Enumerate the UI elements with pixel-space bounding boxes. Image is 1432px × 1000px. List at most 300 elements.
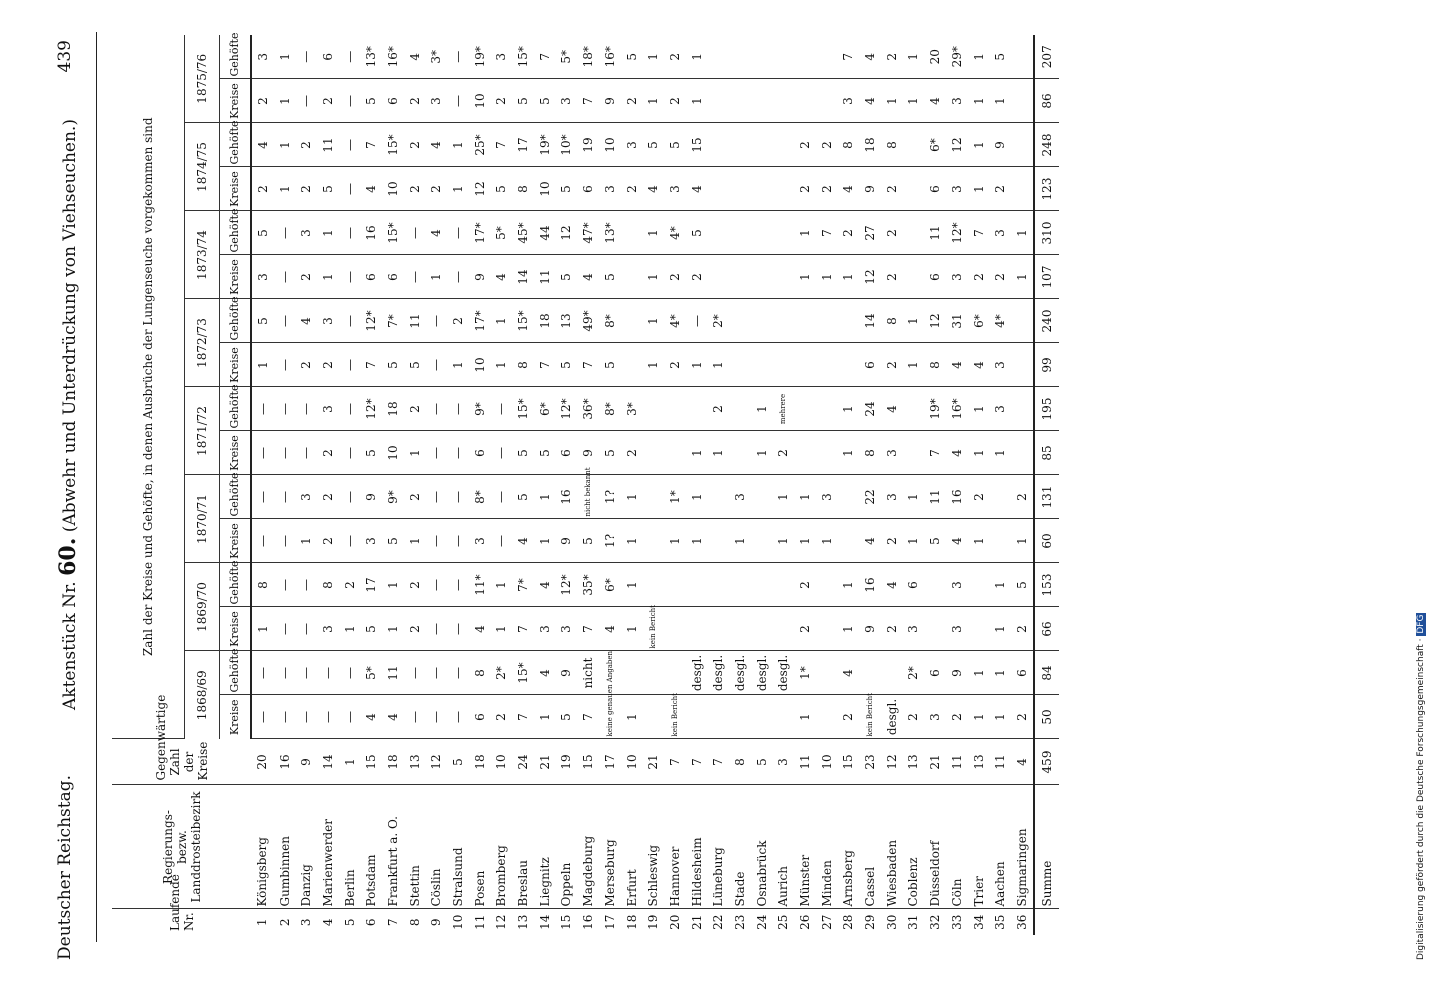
row-value: 1 bbox=[989, 563, 1011, 607]
col-kreise-header: Gegenwärtige Zahl der Kreise bbox=[112, 739, 251, 785]
row-value: 1 bbox=[447, 167, 469, 211]
row-value: 9* bbox=[469, 387, 491, 431]
row-kreise-count: 21 bbox=[534, 739, 556, 785]
row-value: — bbox=[295, 695, 317, 739]
row-value: 3 bbox=[251, 255, 274, 299]
row-value bbox=[924, 607, 946, 651]
row-value: 5 bbox=[382, 519, 404, 563]
row-value: 4 bbox=[599, 607, 621, 651]
row-value: 3 bbox=[729, 475, 751, 519]
row-value: 11 bbox=[382, 651, 404, 695]
row-number: 31 bbox=[906, 914, 921, 930]
row-value: — bbox=[491, 431, 513, 475]
row-value bbox=[794, 387, 816, 431]
row-value bbox=[794, 299, 816, 343]
row-value: 4 bbox=[859, 79, 881, 123]
dfg-credit bbox=[1416, 60, 1426, 960]
table-row bbox=[447, 35, 469, 935]
row-value: 9 bbox=[556, 519, 578, 563]
row-value: — bbox=[447, 607, 469, 651]
row-value: 4 bbox=[426, 123, 448, 167]
row-value: 47* bbox=[577, 211, 599, 255]
row-value bbox=[729, 35, 751, 79]
row-value: 7 bbox=[512, 695, 534, 739]
row-value bbox=[642, 519, 664, 563]
row-value: 4 bbox=[360, 695, 382, 739]
row-kreise-count: 4 bbox=[1011, 739, 1034, 785]
row-value: 4 bbox=[469, 607, 491, 651]
row-value: 1 bbox=[838, 431, 860, 475]
row-value: 1 bbox=[274, 123, 296, 167]
row-value: 1 bbox=[274, 35, 296, 79]
row-value: 2 bbox=[707, 387, 729, 431]
row-value bbox=[686, 695, 708, 739]
row-value: desgl. bbox=[729, 651, 751, 695]
sub-header-gehoefte: Gehöfte bbox=[220, 299, 252, 343]
table-row bbox=[946, 35, 968, 935]
row-value: 6 bbox=[903, 563, 925, 607]
row-value bbox=[686, 387, 708, 431]
row-value: 9 bbox=[946, 651, 968, 695]
row-value: 1 bbox=[404, 431, 426, 475]
row-value: 4 bbox=[946, 431, 968, 475]
row-value: 1 bbox=[838, 607, 860, 651]
table-row bbox=[751, 35, 773, 935]
row-value: — bbox=[426, 387, 448, 431]
row-value bbox=[642, 563, 664, 607]
row-value bbox=[664, 431, 686, 475]
sub-header-gehoefte: Gehöfte bbox=[220, 123, 252, 167]
row-value bbox=[642, 431, 664, 475]
row-value: — bbox=[447, 255, 469, 299]
row-value: 18 bbox=[534, 299, 556, 343]
row-value: 6 bbox=[859, 343, 881, 387]
row-value: 2 bbox=[816, 167, 838, 211]
row-value: 2 bbox=[404, 475, 426, 519]
row-number: 26 bbox=[798, 914, 813, 930]
row-number: 17 bbox=[602, 914, 617, 930]
row-value: 2 bbox=[794, 167, 816, 211]
row-value: — bbox=[426, 475, 448, 519]
row-value: 2 bbox=[404, 607, 426, 651]
year-header: 1873/74 bbox=[185, 211, 220, 299]
row-value: 5 bbox=[360, 431, 382, 475]
table-row bbox=[642, 35, 664, 935]
row-value: 2 bbox=[881, 607, 903, 651]
statistics-table bbox=[112, 32, 1059, 935]
row-value bbox=[707, 79, 729, 123]
row-value bbox=[751, 563, 773, 607]
row-bezirk: Bromberg bbox=[491, 785, 513, 909]
row-value: 5 bbox=[512, 475, 534, 519]
row-value: — bbox=[295, 651, 317, 695]
row-kreise-count: 17 bbox=[599, 739, 621, 785]
row-bezirk: Cassel bbox=[859, 785, 881, 909]
row-number: 2 bbox=[277, 918, 292, 927]
row-value bbox=[707, 211, 729, 255]
row-value: — bbox=[339, 79, 361, 123]
row-value: 7 bbox=[924, 431, 946, 475]
row-kreise-count: 15 bbox=[577, 739, 599, 785]
row-value: — bbox=[339, 431, 361, 475]
row-value: 12 bbox=[924, 299, 946, 343]
row-number: 25 bbox=[776, 914, 791, 930]
row-bezirk: Lüneburg bbox=[707, 785, 729, 909]
row-value: 2 bbox=[404, 79, 426, 123]
row-value bbox=[989, 475, 1011, 519]
row-value: 5 bbox=[599, 343, 621, 387]
row-number: 11 bbox=[472, 914, 487, 930]
row-value bbox=[729, 387, 751, 431]
row-value: 2 bbox=[794, 607, 816, 651]
row-value: 1 bbox=[881, 79, 903, 123]
row-value: — bbox=[274, 299, 296, 343]
row-value bbox=[729, 607, 751, 651]
col-bezirk-line-2: bezw. bbox=[174, 830, 189, 864]
row-value: desgl. bbox=[881, 695, 903, 739]
row-value: 3 bbox=[664, 167, 686, 211]
row-value bbox=[751, 167, 773, 211]
row-value: 5* bbox=[360, 651, 382, 695]
row-value: 4 bbox=[577, 255, 599, 299]
dfg-logo: DFG bbox=[1416, 614, 1426, 634]
row-value: 15* bbox=[512, 387, 534, 431]
row-bezirk: Gumbinnen bbox=[274, 785, 296, 909]
row-value: 2 bbox=[664, 35, 686, 79]
row-value: 8 bbox=[881, 123, 903, 167]
row-value: 4 bbox=[426, 211, 448, 255]
row-number: 14 bbox=[537, 914, 552, 930]
row-kreise-count: 15 bbox=[360, 739, 382, 785]
row-value bbox=[903, 255, 925, 299]
row-value: 3 bbox=[491, 35, 513, 79]
row-value: 1 bbox=[773, 475, 795, 519]
row-value: 12 bbox=[556, 211, 578, 255]
row-value bbox=[816, 35, 838, 79]
row-value: 4 bbox=[946, 519, 968, 563]
row-value: 6* bbox=[599, 563, 621, 607]
row-value: kein Bericht bbox=[642, 607, 664, 651]
row-value: 2 bbox=[317, 343, 339, 387]
row-value: 2 bbox=[838, 695, 860, 739]
row-value: 5 bbox=[556, 167, 578, 211]
row-value bbox=[924, 563, 946, 607]
row-value bbox=[751, 255, 773, 299]
row-value: 1 bbox=[989, 431, 1011, 475]
row-value: 10 bbox=[382, 431, 404, 475]
row-value bbox=[816, 387, 838, 431]
col-bezirk-line-3: Landdrosteibezirk bbox=[188, 791, 203, 903]
row-value: 11 bbox=[404, 299, 426, 343]
row-value: 6 bbox=[360, 255, 382, 299]
row-value bbox=[838, 343, 860, 387]
row-number: 22 bbox=[711, 914, 726, 930]
table-row bbox=[556, 35, 578, 935]
row-value bbox=[773, 211, 795, 255]
row-value: 1 bbox=[968, 35, 990, 79]
sum-value: 60 bbox=[1034, 519, 1059, 563]
row-value: 1 bbox=[534, 519, 556, 563]
row-value: — bbox=[447, 475, 469, 519]
row-value: 7 bbox=[360, 343, 382, 387]
row-number: 19 bbox=[646, 914, 661, 930]
row-bezirk: Potsdam bbox=[360, 785, 382, 909]
row-value: 3 bbox=[946, 167, 968, 211]
row-value: 2 bbox=[838, 211, 860, 255]
row-value: 1 bbox=[621, 607, 643, 651]
row-value: 1 bbox=[642, 35, 664, 79]
sum-value: 240 bbox=[1034, 299, 1059, 343]
row-value bbox=[751, 695, 773, 739]
row-value: 9 bbox=[360, 475, 382, 519]
row-value bbox=[664, 563, 686, 607]
row-value: 2 bbox=[404, 167, 426, 211]
page-header bbox=[55, 40, 85, 960]
year-header: 1875/76 bbox=[185, 35, 220, 123]
row-value: 1 bbox=[491, 607, 513, 651]
table-row bbox=[707, 35, 729, 935]
row-kreise-count: 5 bbox=[751, 739, 773, 785]
row-value: 1 bbox=[274, 167, 296, 211]
row-value: 12 bbox=[946, 123, 968, 167]
row-value: 17* bbox=[469, 299, 491, 343]
row-value: 5 bbox=[556, 255, 578, 299]
row-value: 4 bbox=[360, 167, 382, 211]
row-kreise-count: 12 bbox=[881, 739, 903, 785]
row-value: 1 bbox=[491, 299, 513, 343]
row-value bbox=[686, 607, 708, 651]
row-value: 1 bbox=[534, 695, 556, 739]
row-number: 12 bbox=[494, 914, 509, 930]
sum-label: Summe bbox=[1034, 785, 1059, 909]
row-kreise-count: 18 bbox=[469, 739, 491, 785]
row-value: 3 bbox=[317, 607, 339, 651]
row-value: 2 bbox=[989, 167, 1011, 211]
sum-kreise: 459 bbox=[1034, 739, 1059, 785]
row-value: 7* bbox=[382, 299, 404, 343]
row-kreise-count: 15 bbox=[838, 739, 860, 785]
col-bezirk-line-1: Regierungs- bbox=[160, 810, 175, 884]
row-value: 1 bbox=[251, 607, 274, 651]
row-value: 5 bbox=[382, 343, 404, 387]
row-value bbox=[729, 167, 751, 211]
row-value: 1 bbox=[686, 475, 708, 519]
row-value bbox=[1011, 387, 1034, 431]
row-value: 6 bbox=[1011, 651, 1034, 695]
row-value: 3 bbox=[946, 563, 968, 607]
row-value: — bbox=[447, 563, 469, 607]
row-value: 5 bbox=[686, 211, 708, 255]
row-value bbox=[707, 563, 729, 607]
row-value: 2 bbox=[794, 123, 816, 167]
row-value: 19* bbox=[924, 387, 946, 431]
row-value: — bbox=[274, 563, 296, 607]
row-value: 5 bbox=[1011, 563, 1034, 607]
table-row bbox=[903, 35, 925, 935]
row-value: 1 bbox=[447, 123, 469, 167]
row-value: 8* bbox=[469, 475, 491, 519]
row-value: — bbox=[339, 35, 361, 79]
row-value: 16 bbox=[859, 563, 881, 607]
row-value: 2 bbox=[491, 695, 513, 739]
row-value: 1 bbox=[642, 211, 664, 255]
row-value bbox=[773, 35, 795, 79]
row-number: 9 bbox=[429, 918, 444, 927]
sum-empty bbox=[1034, 909, 1059, 935]
sum-value: 310 bbox=[1034, 211, 1059, 255]
sub-header-kreise: Kreise bbox=[220, 695, 252, 739]
year-header: 1869/70 bbox=[185, 563, 220, 651]
row-value: 5 bbox=[577, 519, 599, 563]
row-value: 2 bbox=[881, 211, 903, 255]
year-header: 1868/69 bbox=[185, 651, 220, 739]
dfg-credit-text: Digitalisierung gefördert durch die Deutsche Forschungsgemeinschaft · bbox=[1416, 638, 1426, 960]
row-value: — bbox=[339, 255, 361, 299]
row-value: 2 bbox=[664, 79, 686, 123]
row-value: — bbox=[339, 651, 361, 695]
row-value: 1 bbox=[295, 519, 317, 563]
row-value: 1 bbox=[989, 607, 1011, 651]
row-value: 8 bbox=[251, 563, 274, 607]
header-center-prefix: Aktenstück Nr. bbox=[60, 581, 80, 710]
row-value: — bbox=[274, 387, 296, 431]
row-value bbox=[729, 343, 751, 387]
row-value: — bbox=[447, 79, 469, 123]
row-value: — bbox=[447, 211, 469, 255]
row-bezirk: Königsberg bbox=[251, 785, 274, 909]
row-value: 17* bbox=[469, 211, 491, 255]
row-value: — bbox=[426, 651, 448, 695]
row-value bbox=[621, 211, 643, 255]
sum-value: 99 bbox=[1034, 343, 1059, 387]
row-value: 5 bbox=[556, 343, 578, 387]
row-number: 18 bbox=[624, 914, 639, 930]
row-value: — bbox=[491, 387, 513, 431]
row-value bbox=[968, 563, 990, 607]
row-value: 1 bbox=[642, 299, 664, 343]
row-value: 1 bbox=[794, 519, 816, 563]
row-value: desgl. bbox=[751, 651, 773, 695]
table-row bbox=[360, 35, 382, 935]
row-value: 3 bbox=[989, 211, 1011, 255]
row-bezirk: Marienwerder bbox=[317, 785, 339, 909]
row-value: 6 bbox=[469, 695, 491, 739]
row-value: 1 bbox=[274, 79, 296, 123]
sub-header-kreise: Kreise bbox=[220, 255, 252, 299]
row-bezirk: Liegnitz bbox=[534, 785, 556, 909]
row-kreise-count: 10 bbox=[491, 739, 513, 785]
row-kreise-count: 18 bbox=[382, 739, 404, 785]
row-value: 13* bbox=[360, 35, 382, 79]
row-value: 1? bbox=[599, 475, 621, 519]
row-value: 5 bbox=[251, 211, 274, 255]
row-value: 4 bbox=[838, 651, 860, 695]
row-value bbox=[707, 167, 729, 211]
row-value: 2 bbox=[903, 695, 925, 739]
row-value: 1 bbox=[968, 167, 990, 211]
row-value: 11 bbox=[924, 475, 946, 519]
sum-value: 107 bbox=[1034, 255, 1059, 299]
row-number: 29 bbox=[863, 914, 878, 930]
row-value: 16 bbox=[360, 211, 382, 255]
row-bezirk: Sigmaringen bbox=[1011, 785, 1034, 909]
row-value: 4 bbox=[881, 387, 903, 431]
row-value: 3 bbox=[621, 123, 643, 167]
row-value bbox=[664, 387, 686, 431]
row-value bbox=[642, 695, 664, 739]
row-value: 3* bbox=[426, 35, 448, 79]
row-value: 7 bbox=[577, 79, 599, 123]
row-bezirk: Stade bbox=[729, 785, 751, 909]
row-value: 7 bbox=[577, 343, 599, 387]
row-value: 3 bbox=[946, 255, 968, 299]
row-value: 1 bbox=[491, 563, 513, 607]
row-value: 1 bbox=[968, 651, 990, 695]
sub-header-kreise: Kreise bbox=[220, 431, 252, 475]
row-value bbox=[664, 651, 686, 695]
row-kreise-count: 8 bbox=[729, 739, 751, 785]
row-value: 7 bbox=[816, 211, 838, 255]
row-value: 2 bbox=[968, 475, 990, 519]
row-value: 3 bbox=[534, 607, 556, 651]
row-number: 23 bbox=[732, 914, 747, 930]
row-value: 5 bbox=[989, 35, 1011, 79]
row-value: keine genauen Angaben bbox=[599, 695, 621, 739]
row-value: 4 bbox=[404, 35, 426, 79]
table-row bbox=[577, 35, 599, 935]
table-row bbox=[404, 35, 426, 935]
table-row bbox=[924, 35, 946, 935]
row-value: 2 bbox=[317, 519, 339, 563]
row-value: 5 bbox=[360, 79, 382, 123]
row-value: — bbox=[339, 387, 361, 431]
row-number: 34 bbox=[971, 914, 986, 930]
row-value: 6 bbox=[317, 35, 339, 79]
row-value: 3 bbox=[317, 387, 339, 431]
row-value: 18* bbox=[577, 35, 599, 79]
row-value bbox=[773, 695, 795, 739]
row-value bbox=[903, 211, 925, 255]
row-value bbox=[881, 651, 903, 695]
row-value: 2 bbox=[794, 563, 816, 607]
row-kreise-count: 5 bbox=[447, 739, 469, 785]
table-row bbox=[729, 35, 751, 935]
row-value: 7 bbox=[577, 607, 599, 651]
row-value: 2 bbox=[816, 123, 838, 167]
row-number: 30 bbox=[884, 914, 899, 930]
row-value: 3 bbox=[946, 79, 968, 123]
row-kreise-count: 19 bbox=[556, 739, 578, 785]
row-value: 15 bbox=[686, 123, 708, 167]
row-value: 2 bbox=[621, 167, 643, 211]
row-value: 8 bbox=[838, 123, 860, 167]
row-value: — bbox=[295, 387, 317, 431]
row-value: 29* bbox=[946, 35, 968, 79]
sum-value: 123 bbox=[1034, 167, 1059, 211]
row-value: 8 bbox=[924, 343, 946, 387]
row-value: 1 bbox=[968, 431, 990, 475]
row-value: 22 bbox=[859, 475, 881, 519]
row-value: 4 bbox=[382, 695, 404, 739]
table-row bbox=[859, 35, 881, 935]
sub-header-gehoefte: Gehöfte bbox=[220, 387, 252, 431]
row-value: 1 bbox=[621, 563, 643, 607]
row-value: 1 bbox=[794, 211, 816, 255]
row-value: 7 bbox=[577, 695, 599, 739]
row-kreise-count: 12 bbox=[426, 739, 448, 785]
row-value: — bbox=[274, 211, 296, 255]
row-value: 24 bbox=[859, 387, 881, 431]
